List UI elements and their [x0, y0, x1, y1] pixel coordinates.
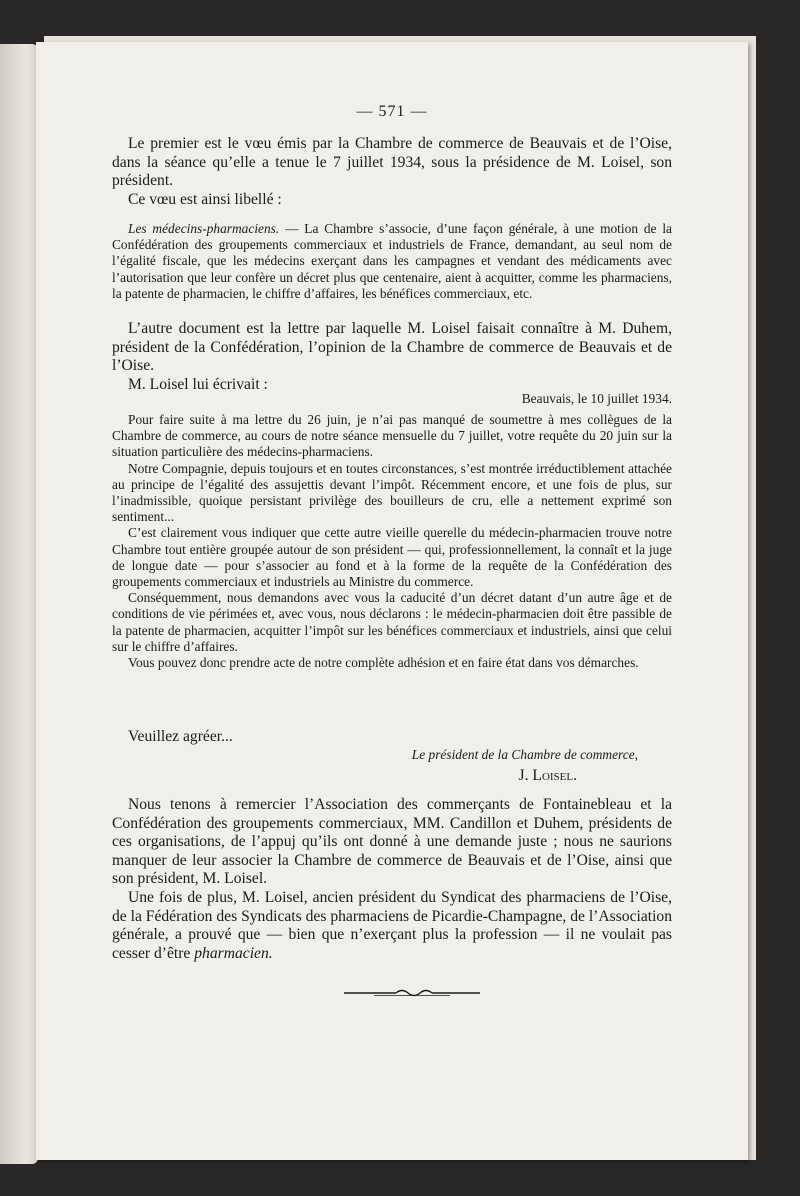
letter-closing-formula: Veuillez agréer...: [128, 728, 233, 745]
paragraph-voeu: [112, 221, 672, 302]
letter-paragraph-4: Conséquemment, nous demandons avec vous la caducité d’un décret datant d’un autre âge et de conditions de vie périmées et, avec vous, nous déclarons : le médecin-pharmacien doit être passible de la patente de pharmacien, acquitter l’impôt sur les bénéfices commerciaux et industriels, ainsi que celui sur le chiffre d’affaires.: [112, 590, 672, 654]
closing-section: [112, 796, 672, 963]
ornament-divider-icon: [344, 987, 480, 999]
voeu-text: [112, 221, 672, 302]
paragraph-second-document: L’autre document est la lettre par laquelle M. Loisel faisait connaître à M. Duhem, président de la Confédération, l’opinion de la Chambre de commerce de Beauvais et de l’Oise.: [112, 320, 672, 375]
signature-name: J. Loisel.: [518, 767, 577, 785]
voeu-body: — La Chambre s’associe, d’une façon générale, à une motion de la Confédération des groupements commerciaux et industriels de France, demandant, au seul nom de l’égalité fiscale, que les médecins exerçant dans les campagnes et vendant des médicaments avec l’autorisation que leur confère un décret plus que centenaire, aient à acquitter, comme les pharmaciens, la patente de pharmacien, le chiffre d’affaires, les bénéfices commerciaux, etc.: [112, 221, 672, 301]
letter-body: [112, 412, 672, 671]
letter-paragraph-2: Notre Compagnie, depuis toujours et en toutes circonstances, s’est montrée irréductiblement attachée au principe de l’égalité des assujettis devant l’impôt. Récemment encore, et une fois de plus, sur l’inadmissible, quoique persistant privilège des bouilleurs de cru, elle a nettement exprimé son sentiment...: [112, 460, 672, 525]
intro-section: [112, 135, 672, 209]
letter-date: Beauvais, le 10 juillet 1934.: [521, 391, 672, 406]
paragraph-libelle: Ce vœu est ainsi libellé :: [128, 190, 282, 208]
paragraph-ecrivait: M. Loisel lui écrivait :: [128, 375, 268, 393]
facing-page-edge: [0, 44, 38, 1164]
page-number: — 571 —: [356, 103, 428, 120]
letter-paragraph-3: C’est clairement vous indiquer que cette autre vieille querelle du médecin-pharmacien trouve notre Chambre tout entière groupée autour de son président — qui, professionnellement, la connaît et la juge de longue date — pour s’associer au fond et à la forme de la requête de la Confédération des groupements commerciaux et industriels au Ministre du commerce.: [112, 525, 672, 590]
paragraph-first-document: Le premier est le vœu émis par la Chambre de commerce de Beauvais et de l’Oise, dans la séance qu’elle a tenue le 7 juillet 1934, sous la présidence de M. Loisel, son président.: [112, 135, 672, 190]
final-italic-word: pharmacien.: [194, 944, 273, 962]
voeu-title: Les médecins-pharmaciens.: [128, 221, 280, 236]
signature-title: Le président de la Chambre de commerce,: [411, 747, 638, 762]
document-page: [36, 42, 748, 1160]
paragraph-final: Une fois de plus, M. Loisel, ancien président du Syndicat des pharmaciens de l’Oise, de la Fédération des Syndicats des pharmaciens de Picardie-Champagne, de l’Association générale, a prouvé que — bien que n’exerçant plus la profession — il ne voulait pas cesser d’être pharmacien.: [112, 888, 672, 962]
second-document-section: [112, 320, 672, 394]
signature-block: [112, 747, 672, 786]
letter-paragraph-5: Vous pouvez donc prendre acte de notre complète adhésion et en faire état dans vos démarches.: [128, 655, 639, 671]
letter-paragraph-1: Pour faire suite à ma lettre du 26 juin, je n’ai pas manqué de soumettre à mes collègues de la Chambre de commerce, au cours de notre séance mensuelle du 7 juillet, votre requête du 20 juin sur la situation particulière des médecins-pharmaciens.: [112, 412, 672, 460]
letter-closing: [112, 728, 672, 747]
paragraph-remerciements: Nous tenons à remercier l’Association des commerçants de Fontainebleau et la Confédération des groupements commerciaux, MM. Candillon et Duhem, présidents de ces organisations, de l’appuj qu’ils ont donné à une demande juste ; nous ne saurions manquer de leur associer la Chambre de commerce de Beauvais et de l’Oise, ainsi que son président, M. Loisel.: [112, 796, 672, 888]
